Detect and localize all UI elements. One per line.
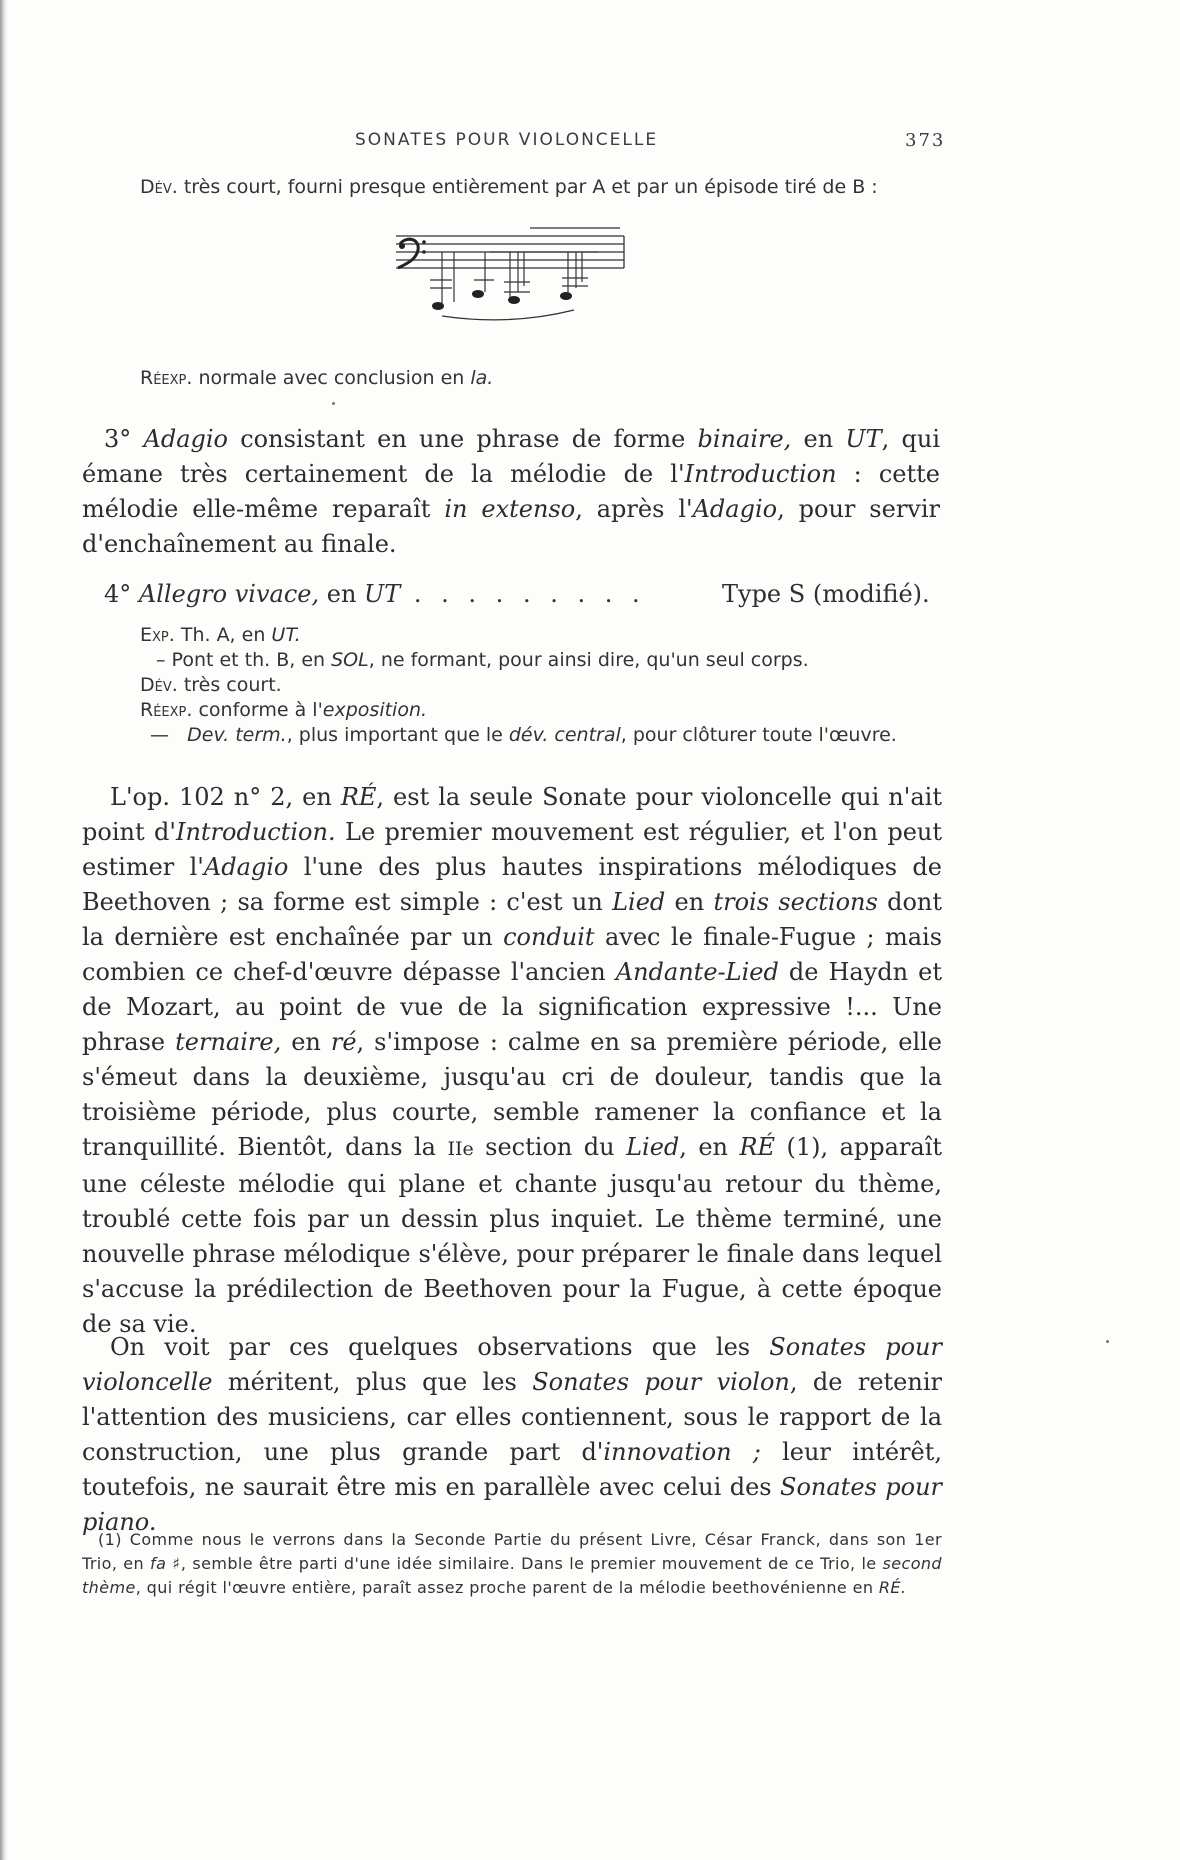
allegro-key: UT [364, 580, 401, 608]
introduction-word-2: Introduction. [175, 818, 336, 846]
exp-key: UT. [271, 624, 301, 646]
allegro-item-pont [156, 649, 809, 671]
op102-text-12: , en [679, 1133, 740, 1161]
dev-label-2: Dév. [140, 674, 178, 696]
allegro-type: Type S (modifié). [722, 580, 930, 608]
introduction-word: Introduction [684, 460, 837, 488]
andante-lied-word: Andante-Lied [615, 958, 779, 986]
reexp-line [140, 367, 493, 389]
running-head-title: SONATES POUR VIOLONCELLE [355, 130, 659, 150]
op102-text-10: , s'impose : calme en sa première période, elle s'émeut dans la deuxième, jusqu'au cri de douleur, tandis que la troisième période, plus courte, semble ramener la confiance et la tranquillité. Bientôt, dans la [82, 1028, 943, 1161]
lied-word: Lied [612, 888, 666, 916]
innovation-word: innovation ; [603, 1438, 761, 1466]
dot-leaders: . . . . . . . . . [413, 580, 646, 608]
op102-text-4: l'une des plus hautes inspirations mélodiques de Beethoven ; sa forme est simple : c'est un [82, 853, 942, 916]
op102-text-6: dont la dernière est enchaînée par un [82, 888, 942, 951]
adagio-paragraph [82, 422, 940, 562]
slur [442, 310, 574, 320]
op102-text-7: avec le finale-Fugue ; mais combien ce chef-d'œuvre dépasse l'ancien [82, 923, 943, 986]
onvoit-paragraph [82, 1330, 942, 1540]
exposition-word: exposition. [322, 699, 428, 721]
dev-line [140, 176, 878, 198]
page-binding-edge [0, 0, 8, 1860]
pont-text: Pont et th. B, en [165, 649, 332, 671]
devterm-dash: — [150, 724, 169, 746]
adagio-word: Adagio [143, 425, 229, 453]
reexp-text-2: conforme à l' [192, 699, 323, 721]
adagio-word-3: Adagio [203, 853, 289, 881]
allegro-num: 4° [104, 580, 132, 608]
op102-text-5: en [665, 888, 714, 916]
allegro-en: en [319, 580, 365, 608]
re-key-3: RÉ. [878, 1578, 907, 1597]
second-theme-word: second thème [82, 1554, 942, 1597]
dev-label: Dév. [140, 176, 178, 198]
music-example [390, 222, 650, 332]
binaire-word: binaire, [697, 425, 792, 453]
devterm-text-2: , pour clôturer toute l'œuvre. [620, 724, 897, 746]
devterm-text-1: , plus important que le [286, 724, 509, 746]
adagio-text-4: : cette mélodie elle-même reparaît [82, 460, 940, 523]
sonates-violoncelle-word: Sonates pour violoncelle [82, 1333, 942, 1396]
dev-term-word: Dev. term. [187, 724, 287, 746]
pont-dash: – [156, 649, 166, 671]
op102-text-11: section du [473, 1133, 627, 1161]
footnote-text-3: , qui régit l'œuvre entière, paraît assez proche parent de la mélodie beethovénienne en [135, 1578, 879, 1597]
op102-text-2: , est la seule Sonate pour violoncelle qui n'ait point d' [82, 783, 942, 846]
pont-rest: , ne formant, pour ainsi dire, qu'un seul corps. [368, 649, 809, 671]
re-key-2: RÉ [739, 1133, 776, 1161]
reexp-label-2: Réexp. [140, 699, 193, 721]
allegro-item-exp [140, 624, 301, 646]
adagio-num: 3° [104, 425, 132, 453]
re-word: ré [330, 1028, 357, 1056]
reexp-key: la. [470, 367, 494, 389]
ut-key: UT [845, 425, 882, 453]
allegro-item-reexp [140, 699, 427, 721]
adagio-text-3: , qui émane très certainement de la mélodie de l' [82, 425, 941, 488]
dev-text: très court, fourni presque entièrement par A et par un épisode tiré de B : [177, 176, 878, 198]
footnote [82, 1528, 942, 1600]
in-extenso-word: in extenso [444, 495, 576, 523]
allegro-title: Allegro vivace, [138, 580, 320, 608]
stray-mark [332, 402, 335, 405]
stray-mark [1106, 1340, 1109, 1343]
op102-text-8: de Haydn et de Mozart, au point de vue de la signification expressive !... Une phrase [82, 958, 942, 1056]
sonates-violon-word: Sonates pour violon [532, 1368, 790, 1396]
reexp-text: normale avec conclusion en [192, 367, 471, 389]
op102-text-1: L'op. 102 n° 2, en [110, 783, 341, 811]
adagio-text-1: consistant en une phrase de forme [228, 425, 698, 453]
op102-paragraph [82, 780, 942, 1342]
trois-sections-word: trois sections [713, 888, 878, 916]
adagio-text-5: , après l' [575, 495, 693, 523]
reexp-label: Réexp. [140, 367, 193, 389]
onvoit-text-1: On voit par ces quelques observations que les [110, 1333, 770, 1361]
dev-text-2: très court. [177, 674, 282, 696]
note-heads [432, 290, 572, 310]
footnote-text-1: (1) Comme nous le verrons dans la Seconde Partie du présent Livre, César Franck, dans son 1er Trio, en [82, 1530, 942, 1573]
conduit-word: conduit [503, 923, 595, 951]
fa-sharp-key: fa ♯ [150, 1554, 181, 1573]
lied-word-2: Lied [626, 1133, 680, 1161]
sonates-piano-word: Sonates pour piano. [82, 1473, 942, 1536]
op102-text-13: (1), apparaît une céleste mélodie qui plane et chante jusqu'au retour du thème, troublé cette fois par un dessin plus inquiet. Le thème terminé, une nouvelle phrase mélodique s'élève, pour préparer le finale dans lequel s'accuse la prédilection de Beethoven pour la Fugue, à cette époque de sa vie. [82, 1133, 943, 1338]
adagio-text-6: , pour servir d'enchaînement au finale. [82, 495, 940, 558]
re-key: RÉ [340, 783, 377, 811]
allegro-heading [104, 580, 646, 608]
dev-central-word: dév. central [508, 724, 621, 746]
onvoit-text-4: leur intérêt, toutefois, ne saurait être mis en parallèle avec celui des [82, 1438, 943, 1501]
exp-text: Th. A, en [174, 624, 272, 646]
onvoit-text-3: , de retenir l'attention des musiciens, car elles contiennent, sous le rapport de la construction, une plus grande part d' [82, 1368, 942, 1466]
adagio-word-2: Adagio [692, 495, 778, 523]
onvoit-text-2: méritent, plus que les [212, 1368, 533, 1396]
footnote-text-2: , semble être parti d'une idée similaire. Dans le premier mouvement de ce Trio, le [180, 1554, 883, 1573]
op102-text-3: Le premier mouvement est régulier, et l'on peut estimer l' [82, 818, 942, 881]
allegro-item-devterm [150, 724, 897, 746]
pont-key: SOL [331, 649, 369, 671]
ternaire-word: ternaire, [175, 1028, 282, 1056]
op102-text-9: en [281, 1028, 331, 1056]
second-section-numeral: IIe [447, 1138, 474, 1160]
adagio-text-2: en [791, 425, 846, 453]
exp-label: Exp. [140, 624, 175, 646]
page-number: 373 [905, 130, 946, 151]
allegro-item-dev [140, 674, 282, 696]
